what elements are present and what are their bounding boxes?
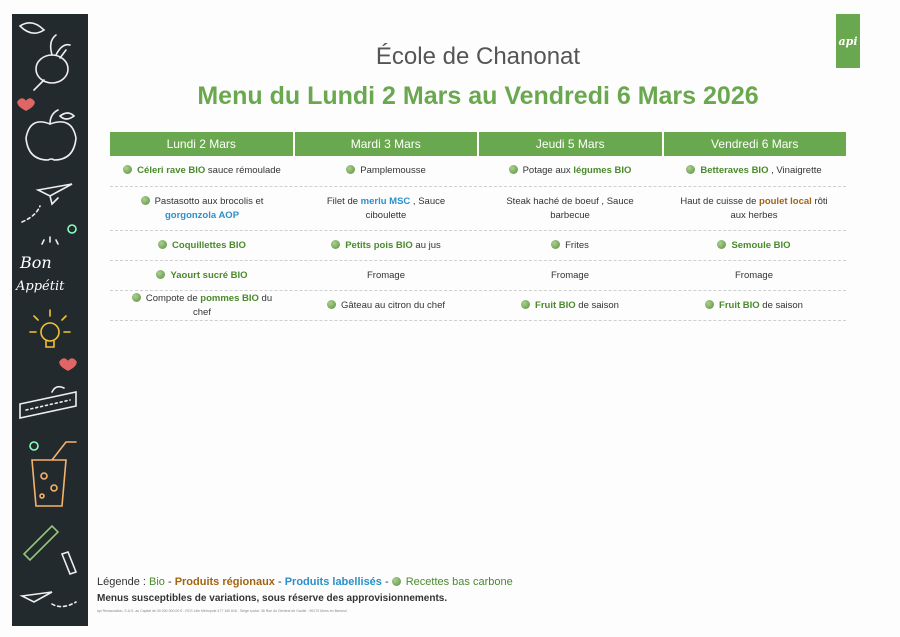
dish-text bbox=[705, 299, 803, 313]
dish-text bbox=[122, 195, 282, 223]
dish-text-part: Yaourt sucré BIO bbox=[170, 269, 248, 281]
dish-text-part: Fruit BIO bbox=[719, 299, 760, 311]
dish-text bbox=[686, 164, 821, 178]
dish-text bbox=[306, 195, 466, 223]
dish-text bbox=[327, 299, 445, 313]
menu-cell bbox=[478, 187, 662, 230]
menu-cell bbox=[478, 231, 662, 260]
lightbulb-icon bbox=[41, 323, 59, 341]
dish-text-part: sauce rémoulade bbox=[205, 165, 281, 176]
menu-cell bbox=[478, 291, 662, 320]
menu-cell bbox=[478, 156, 662, 186]
low-carbon-leaf-icon bbox=[123, 165, 132, 174]
sidebar-appetit-text: Appétit bbox=[16, 279, 65, 294]
legend-separator: - bbox=[381, 576, 392, 588]
heart-icon-top bbox=[18, 99, 34, 110]
legend-regional: Produits régionaux bbox=[174, 576, 275, 588]
menu-cell bbox=[110, 187, 294, 230]
dish-text-part: Fromage bbox=[734, 269, 773, 281]
low-carbon-leaf-icon bbox=[158, 240, 167, 249]
dish-text-part: rôti aux herbes bbox=[730, 195, 828, 221]
dish-text-part: Filet de bbox=[326, 195, 361, 207]
dish-text-part: Fromage bbox=[366, 269, 405, 281]
menu-row bbox=[110, 187, 846, 231]
dish-text-part: Pastasotto aux brocolis et bbox=[154, 195, 264, 207]
menu-cell bbox=[662, 261, 846, 290]
api-logo-text: api bbox=[838, 34, 858, 48]
dish-text-part: merlu MSC bbox=[360, 195, 411, 207]
menu-cell bbox=[662, 291, 846, 320]
sidebar-bon-text: Bon bbox=[20, 253, 52, 272]
dish-text bbox=[717, 239, 790, 253]
dish-text bbox=[122, 292, 282, 320]
legend-labelled: Produits labellisés bbox=[284, 576, 382, 588]
low-carbon-leaf-icon bbox=[331, 240, 340, 249]
menu-cell bbox=[662, 187, 846, 230]
low-carbon-leaf-icon bbox=[156, 270, 165, 279]
dish-text-part: Potage aux bbox=[522, 165, 574, 176]
dish-text-part: Steak haché de boeuf , Sauce barbecue bbox=[506, 195, 634, 221]
menu-cell bbox=[662, 231, 846, 260]
heart-icon bbox=[60, 359, 76, 370]
low-carbon-leaf-icon bbox=[686, 165, 695, 174]
legend-separator: - bbox=[274, 576, 285, 588]
dish-text bbox=[674, 195, 834, 223]
dish-text bbox=[735, 269, 773, 283]
paper-plane-icon-bottom bbox=[22, 592, 52, 602]
flower-icon bbox=[68, 225, 76, 233]
decorative-sidebar bbox=[12, 14, 88, 626]
legend bbox=[97, 576, 513, 588]
legend-bio: Bio bbox=[149, 576, 165, 588]
dish-text-part: gorgonzola AOP bbox=[164, 209, 240, 221]
low-carbon-leaf-icon bbox=[392, 577, 401, 586]
legend-prefix: Légende : bbox=[97, 576, 149, 588]
day-header-thursday: Jeudi 5 Mars bbox=[479, 132, 664, 156]
menu-row bbox=[110, 231, 846, 261]
pencil-icon-2 bbox=[62, 552, 76, 574]
dish-text bbox=[156, 269, 247, 283]
dish-text bbox=[346, 164, 425, 178]
dish-text bbox=[509, 164, 632, 178]
dish-text bbox=[521, 299, 619, 313]
menu-cell bbox=[478, 261, 662, 290]
variation-note: Menus susceptibles de variations, sous réserve des approvisionnements. bbox=[97, 593, 448, 604]
fine-print: api Restauration, S.A.S. au Capital de 30 000 000,00 € - RCS Lille Métropole 477 160 816 - Siège social: 38 Rue du Général de Gaulle - 59170 Mons en Baroeul bbox=[97, 609, 347, 613]
dish-text-part: Frites bbox=[565, 239, 589, 251]
menu-cell bbox=[294, 261, 478, 290]
legend-low-carbon: Recettes bas carbone bbox=[405, 576, 513, 588]
dish-text-part: Fruit BIO bbox=[535, 299, 576, 311]
dish-text-part: Pamplemousse bbox=[360, 165, 426, 176]
menu-cell bbox=[110, 291, 294, 320]
dish-text-part: au jus bbox=[412, 239, 441, 251]
dish-text-part: pommes BIO bbox=[200, 292, 259, 304]
school-name: École de Chanonat bbox=[375, 43, 581, 70]
menu-cell bbox=[294, 187, 478, 230]
drink-icon bbox=[32, 442, 76, 506]
dish-text bbox=[331, 239, 441, 253]
dish-text-part: de saison bbox=[759, 299, 803, 311]
dish-text bbox=[490, 195, 650, 223]
dish-text-part: , Sauce ciboulette bbox=[365, 195, 446, 221]
menu-rows bbox=[110, 156, 846, 321]
dish-text-part: poulet local bbox=[759, 195, 812, 207]
dish-text bbox=[551, 269, 589, 283]
low-carbon-leaf-icon bbox=[346, 165, 355, 174]
cake-icon bbox=[20, 387, 76, 418]
dish-text-part: Haut de cuisse de bbox=[680, 195, 760, 207]
dish-text-part: , Vinaigrette bbox=[768, 165, 822, 176]
sidebar-doodles bbox=[12, 14, 88, 626]
dish-text-part: de saison bbox=[575, 299, 619, 311]
dish-text-part: Semoule BIO bbox=[731, 239, 791, 251]
radish-icon bbox=[36, 55, 68, 83]
low-carbon-leaf-icon bbox=[551, 240, 560, 249]
menu-cell bbox=[294, 231, 478, 260]
dish-text-part: du chef bbox=[193, 292, 273, 318]
legend-separator: - bbox=[164, 576, 175, 588]
paper-plane-icon bbox=[38, 184, 72, 204]
leaf-icon bbox=[20, 23, 44, 33]
menu-cell bbox=[110, 231, 294, 260]
apple-icon bbox=[26, 122, 76, 160]
low-carbon-leaf-icon bbox=[141, 196, 150, 205]
dish-text bbox=[367, 269, 405, 283]
dish-text-part: Gâteau au citron du chef bbox=[340, 299, 446, 311]
dish-text bbox=[123, 164, 281, 178]
menu-row bbox=[110, 291, 846, 321]
pencil-icon bbox=[24, 526, 58, 560]
day-header-tuesday: Mardi 3 Mars bbox=[295, 132, 480, 156]
menu-row bbox=[110, 156, 846, 187]
day-header-row bbox=[110, 132, 846, 156]
low-carbon-leaf-icon bbox=[705, 300, 714, 309]
dish-text bbox=[551, 239, 589, 253]
dish-text-part: légumes BIO bbox=[573, 165, 632, 176]
low-carbon-leaf-icon bbox=[717, 240, 726, 249]
menu-cell bbox=[294, 291, 478, 320]
day-header-monday: Lundi 2 Mars bbox=[110, 132, 295, 156]
dish-text-part: BIO bbox=[188, 165, 206, 176]
menu-title: Menu du Lundi 2 Mars au Vendredi 6 Mars 2026 bbox=[197, 82, 759, 110]
menu-table bbox=[110, 132, 846, 321]
dish-text-part: Betteraves BIO bbox=[700, 165, 769, 176]
day-header-friday: Vendredi 6 Mars bbox=[664, 132, 847, 156]
menu-cell bbox=[110, 261, 294, 290]
dish-text-part: Céleri rave bbox=[137, 165, 189, 176]
dish-text-part: Compote de bbox=[145, 292, 201, 304]
dish-text-part: Petits pois BIO bbox=[345, 239, 413, 251]
dish-text-part: Coquillettes BIO bbox=[172, 239, 246, 251]
dish-text bbox=[158, 239, 246, 253]
low-carbon-leaf-icon bbox=[509, 165, 518, 174]
menu-cell bbox=[294, 156, 478, 186]
dish-text-part: Fromage bbox=[550, 269, 589, 281]
menu-cell bbox=[662, 156, 846, 186]
menu-cell bbox=[110, 156, 294, 186]
low-carbon-leaf-icon bbox=[327, 300, 336, 309]
low-carbon-leaf-icon bbox=[521, 300, 530, 309]
low-carbon-leaf-icon bbox=[132, 293, 141, 302]
menu-row bbox=[110, 261, 846, 291]
